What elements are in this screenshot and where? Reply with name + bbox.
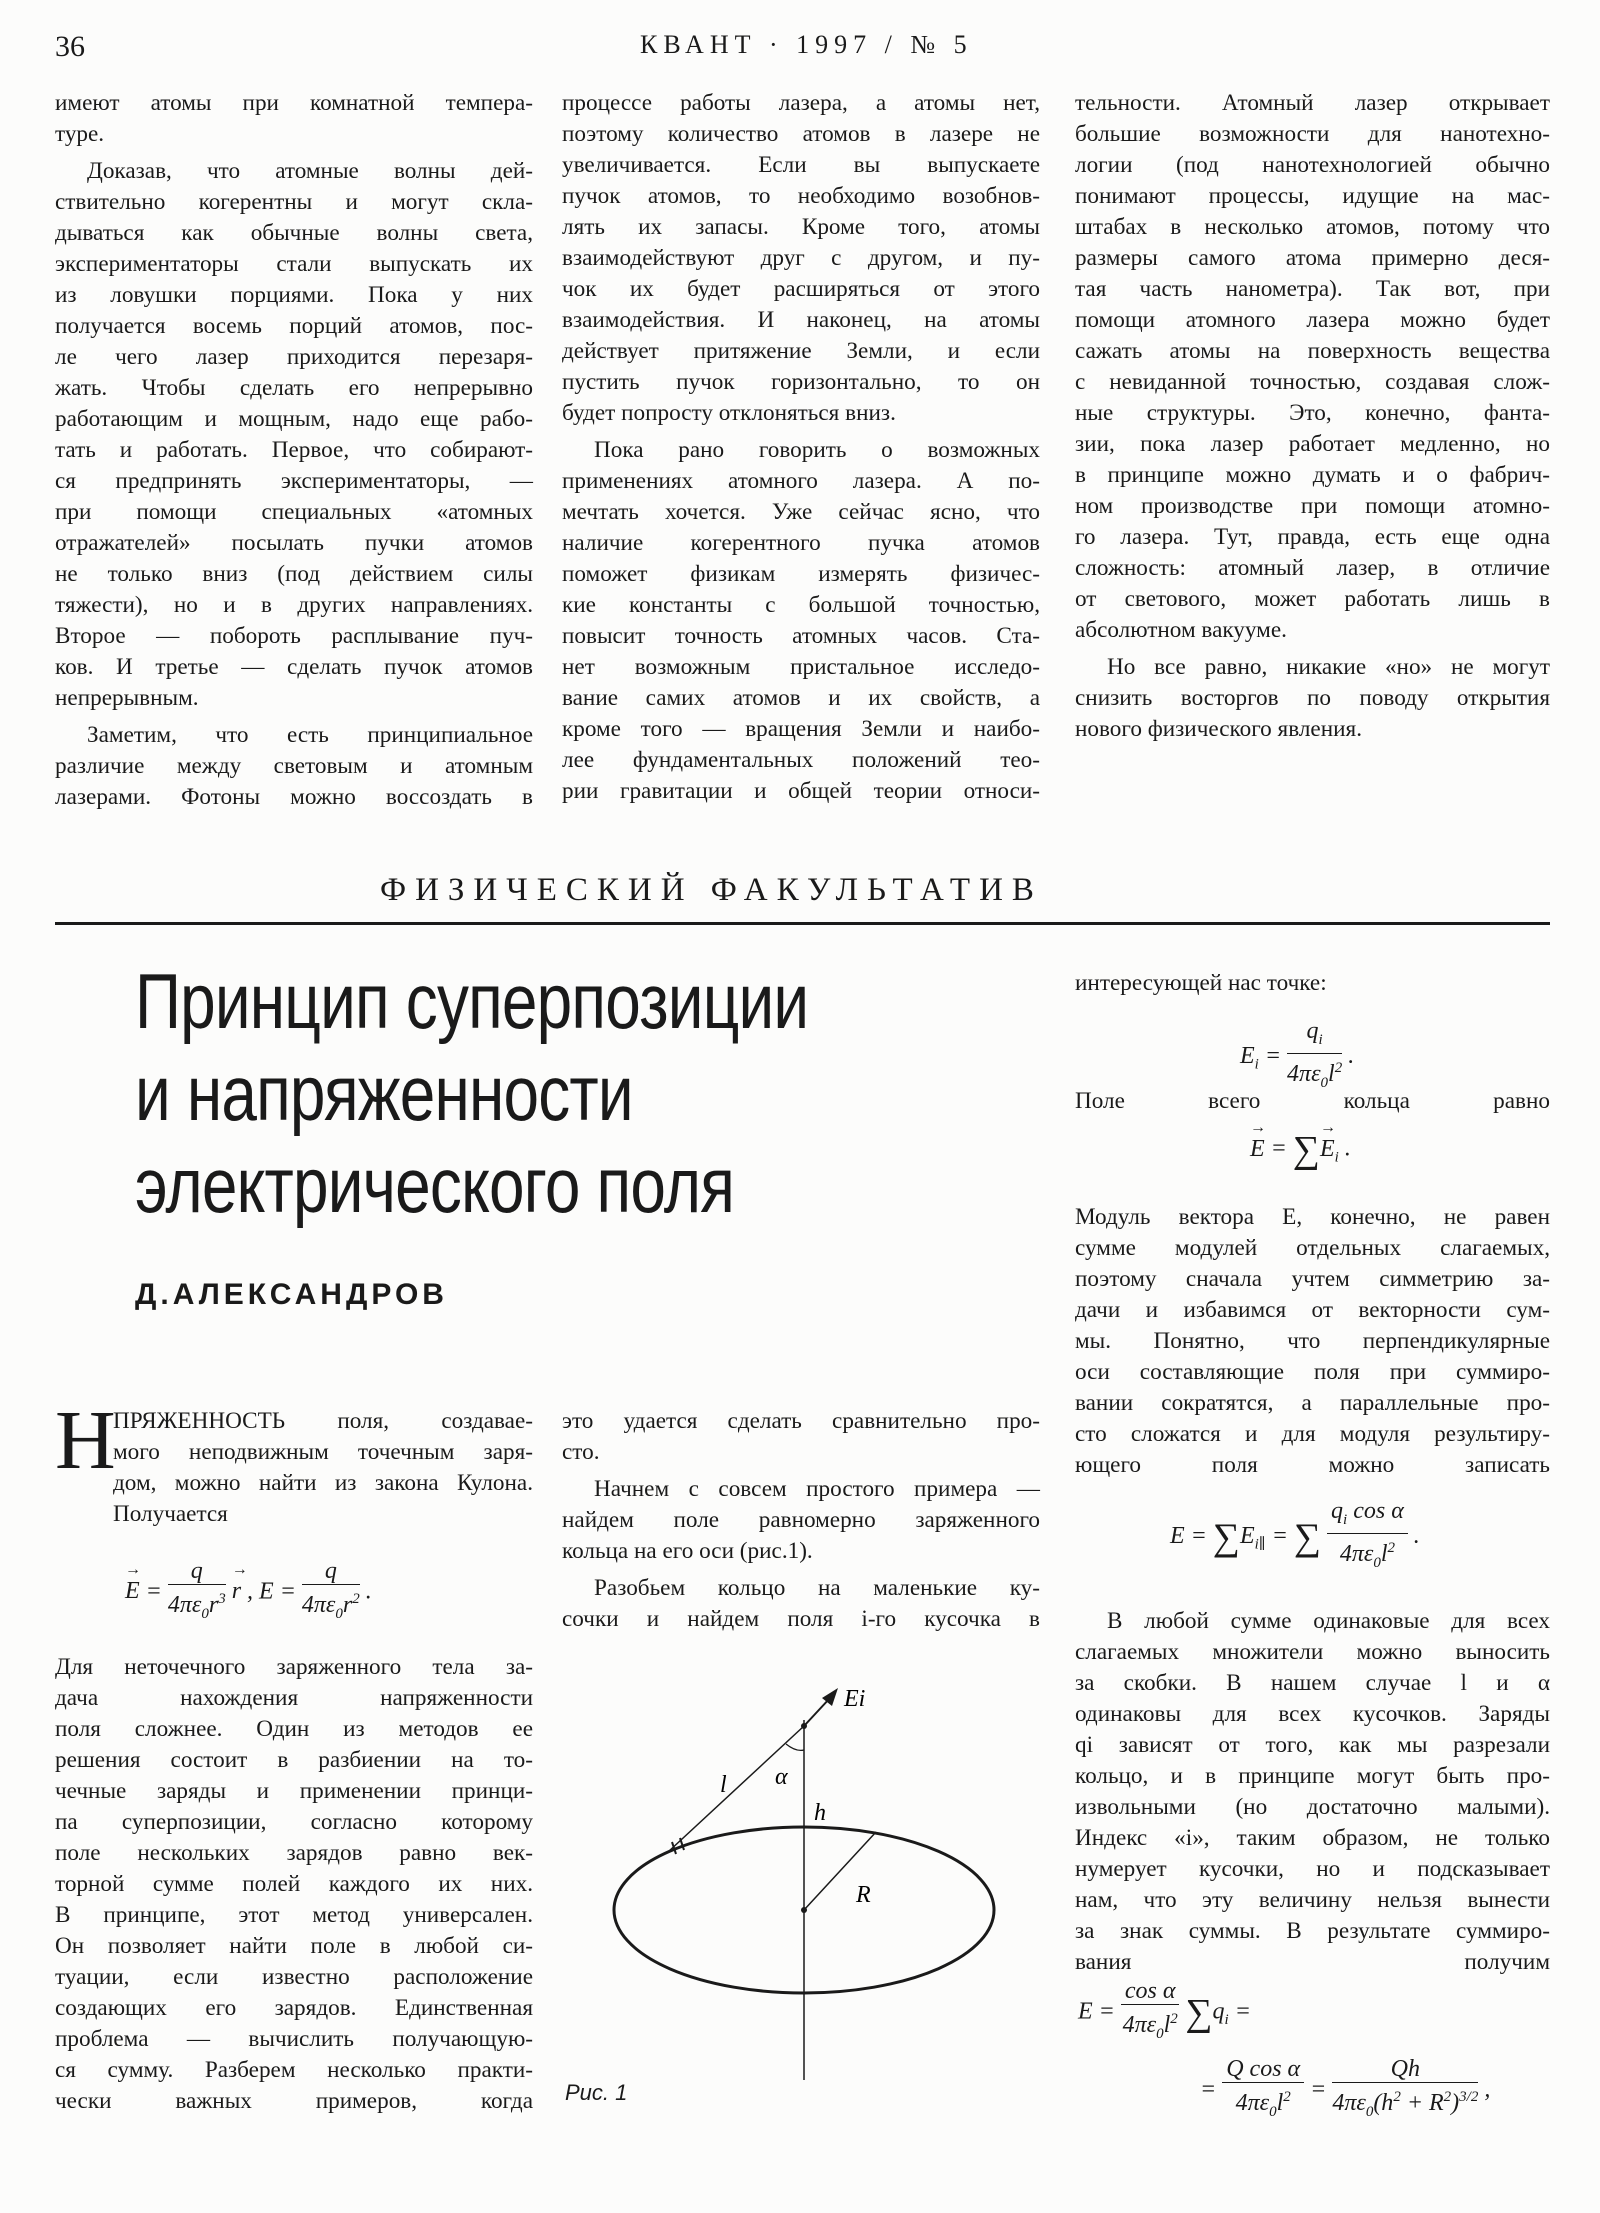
text-lines	[55, 1652, 533, 2117]
text-line: сажать атомы на поверхность вещества	[1075, 338, 1550, 364]
text-line: qi зависят от того, как мы разрезали	[1075, 1732, 1550, 1758]
text-line: вание самих атомов и их свойств, а	[562, 685, 1040, 711]
text-line: сто сложатся и для модуля результиру-	[1075, 1421, 1550, 1447]
text-line: повысит точность атомных часов. Ста-	[562, 623, 1040, 649]
text-line: кольцо, и в принципе могут быть про-	[1075, 1763, 1550, 1789]
text-line: чечные заряды и применении принци-	[55, 1778, 533, 1804]
formula-ei: $E_i$ = $\frac{q_i}{4\pi\varepsilon_0l^2}$ .	[1240, 1018, 1355, 1091]
text-line: ном производстве при помощи атомно-	[1075, 493, 1550, 519]
text-line: помощи атомного лазера можно будет	[1075, 307, 1550, 333]
text-line: ствительно когерентны и могут скла-	[55, 189, 533, 215]
field-vector	[804, 1698, 830, 1726]
text-lines	[55, 88, 533, 813]
text-line: лазерами. Фотоны можно воссоздать в	[55, 784, 533, 810]
text-line: поле нескольких зарядов равно век-	[55, 1840, 533, 1866]
text-line: ные структуры. Это, конечно, фанта-	[1075, 400, 1550, 426]
section-title: ФИЗИЧЕСКИЙ ФАКУЛЬТАТИВ	[380, 872, 1043, 908]
text-line: логии (под нанотехнологией обычно	[1075, 152, 1550, 178]
text-line: получается восемь порций атомов, пос-	[55, 313, 533, 339]
section-rule	[55, 922, 1550, 925]
text-line: применениях атомного лазера. А по-	[562, 468, 1040, 494]
title-line-2: и напряженности	[135, 1049, 633, 1137]
text-lines	[1075, 1202, 1550, 1481]
text-line: дываться как обычные волны света,	[55, 220, 533, 246]
text-line: сочки и найдем поля i-го кусочка в	[562, 1606, 1040, 1632]
top-column-3	[1075, 88, 1550, 745]
text-line: за скобки. В нашем случае l и α	[1075, 1670, 1550, 1696]
text-line: наличие когерентного пучка атомов	[562, 530, 1040, 556]
article-column-1-intro	[55, 1394, 533, 1530]
text-line: Заметим, что есть принципиальное	[87, 722, 533, 748]
formula-result-1: E = $\frac{\text{cos α}}{4\pi\varepsilon_0l^2}$ $\sum q_i$ =	[1078, 1978, 1251, 2042]
text-line: нового физического явления.	[1075, 716, 1362, 742]
text-line: тяжести), но и в других направлениях.	[55, 592, 533, 618]
text-line: размеры самого атома примерно деся-	[1075, 245, 1550, 271]
text-line: лять их запасы. Кроме того, атомы	[562, 214, 1040, 240]
text-line: одинаковы для всех кусочков. Заряды	[1075, 1701, 1550, 1727]
article-column-3-a	[1075, 968, 1550, 999]
text-line: экспериментаторы стали выпускать их	[55, 251, 533, 277]
text-line: Модуль вектора E, конечно, не равен	[1075, 1204, 1550, 1230]
text-line: поэтому сначала учтем симметрию за-	[1075, 1266, 1550, 1292]
text-line: Поле всего кольца равно	[1075, 1088, 1550, 1114]
top-column-1	[55, 88, 533, 813]
text-lines	[562, 1406, 1040, 1635]
text-line: В принципе, этот метод универсален.	[55, 1902, 533, 1928]
angle-arc	[786, 1744, 804, 1750]
text-line: из ловушки порциями. Пока у них	[55, 282, 533, 308]
journal-header: КВАНТ · 1997 / № 5	[640, 30, 973, 59]
text-line: будет попросту отклоняться вниз.	[562, 400, 896, 426]
text-line: имеют атомы при комнатной темпера-	[55, 90, 533, 116]
text-line: создающих его зарядов. Единственная	[55, 1995, 533, 2021]
text-line: мечтать хочется. Уже сейчас ясно, что	[562, 499, 1040, 525]
text-lines	[1075, 1606, 1550, 1978]
text-line: не только вниз (под действием силы	[55, 561, 533, 587]
article-column-3-b	[1075, 1086, 1550, 1117]
text-lines	[1075, 1086, 1550, 1117]
figure-caption: Рис. 1	[565, 2080, 628, 2105]
text-line: Доказав, что атомные волны дей-	[87, 158, 533, 184]
text-line: торной сумме полей каждого их них.	[55, 1871, 533, 1897]
article-column-3-d	[1075, 1606, 1550, 1978]
title-line-3: электрического поля	[135, 1141, 735, 1229]
field-point	[801, 1723, 807, 1729]
text-line: зии, пока лазер работает медленно, но	[1075, 431, 1550, 457]
article-title	[135, 955, 873, 1231]
text-line: поля сложнее. Один из методов ее	[55, 1716, 533, 1742]
text-line: проблема — вычислить получающую-	[55, 2026, 533, 2052]
text-line: Начнем с совсем простого примера —	[594, 1476, 1040, 1502]
text-line: лее фундаментальных положений тео-	[562, 747, 1040, 773]
text-line: работающим и мощным, надо еще рабо-	[55, 406, 533, 432]
text-lines	[1075, 968, 1550, 999]
figure-ring	[560, 1640, 1040, 2080]
text-line: нет возможным пристальное исследо-	[562, 654, 1040, 680]
formula-sum-parallel: $E = \sum E_{i\parallel}$ = ∑ $\frac{q_i \cos \alpha}{4\pi\varepsilon_0l^2}$ .	[1170, 1498, 1420, 1571]
text-line: дача нахождения напряженности	[55, 1685, 533, 1711]
text-line: тать и работать. Первое, что собирают-	[55, 437, 533, 463]
text-line: тельности. Атомный лазер открывает	[1075, 90, 1550, 116]
drop-cap: Н	[55, 1394, 116, 1487]
formula-sum-vector: → E = ∑→ $E_i$ .	[1250, 1128, 1351, 1172]
text-line: действует притяжение Земли, и если	[562, 338, 1040, 364]
text-line: ков. И третье — сделать пучок атомов	[55, 654, 533, 680]
text-line: ся сумму. Разберем несколько практи-	[55, 2057, 533, 2083]
text-line: Второе — побороть расплывание пуч-	[55, 623, 533, 649]
title-line-1: Принцип суперпозиции	[135, 957, 809, 1045]
text-line: отражателей» посылать пучки атомов	[55, 530, 533, 556]
text-line: поможет физикам измерять физичес-	[562, 561, 1040, 587]
formula-result-2: = $\frac{\text{Q cos α}}{4\pi\varepsilon_0l^2}$ = $\frac{Qh}{4\pi\varepsilon_0(h^2 + R^2)^{3/2}}$ ,	[1200, 2056, 1491, 2120]
text-line: туре.	[55, 121, 105, 147]
label-r: R	[856, 1882, 871, 1908]
text-line: процессе работы лазера, а атомы нет,	[562, 90, 1040, 116]
text-line: ле чего лазер приходится перезаря-	[55, 344, 533, 370]
top-column-2	[562, 88, 1040, 807]
text-lines	[55, 1394, 533, 1530]
text-line: увеличивается. Если вы выпускаете	[562, 152, 1040, 178]
text-line: поэтому количество атомов в лазере не	[562, 121, 1040, 147]
text-line: большие возможности для нанотехно-	[1075, 121, 1550, 147]
formula-coulomb: → E = $\frac{q}{4\pi\varepsilon_0r^3}$ → r , E = $\frac{q}{4\pi\varepsilon_0r^2}$ .	[125, 1558, 372, 1628]
text-line: пучок атомов, то необходимо возобнов-	[562, 183, 1040, 209]
text-line: снизить восторгов по поводу открытия	[1075, 685, 1550, 711]
text-line: Пока рано говорить о возможных	[594, 437, 1040, 463]
text-line: жать. Чтобы сделать его непрерывно	[55, 375, 533, 401]
text-line: рии гравитации и общей теории относи-	[562, 778, 1040, 804]
text-line: сложность: атомный лазер, в отличие	[1075, 555, 1550, 581]
text-line: ся предпринять экспериментаторы, —	[55, 468, 533, 494]
text-line: взаимодействия. И наконец, на атомы	[562, 307, 1040, 333]
text-line: с невиданной точностью, создавая слож-	[1075, 369, 1550, 395]
article-column-1-body	[55, 1652, 533, 2117]
text-line: штабах в несколько атомов, потому что	[1075, 214, 1550, 240]
text-line: чески важных примеров, когда	[55, 2088, 533, 2114]
text-line: Разобьем кольцо на маленькие ку-	[594, 1575, 1040, 1601]
text-line: го лазера. Тут, правда, есть еще одна	[1075, 524, 1550, 550]
text-line: при помощи специальных «атомных	[55, 499, 533, 525]
text-line: взаимодействуют друг с другом, и пу-	[562, 245, 1040, 271]
text-line: различие между световым и атомным	[55, 753, 533, 779]
text-line: мы. Понятно, что перпендикулярные	[1075, 1328, 1550, 1354]
text-line: вании сократятся, а параллельные про-	[1075, 1390, 1550, 1416]
text-line: Он позволяет найти поле в любой си-	[55, 1933, 533, 1959]
text-line: извольными (но достаточно малыми).	[1075, 1794, 1550, 1820]
page-number: 36	[55, 30, 85, 63]
label-alpha: α	[775, 1764, 788, 1790]
label-field: Ei	[844, 1686, 866, 1712]
article-column-2	[562, 1406, 1040, 1635]
text-line: сто.	[562, 1439, 600, 1465]
text-line: кроме того — вращения Земли и наибо-	[562, 716, 1040, 742]
text-line: решения состоит в разбиении на то-	[55, 1747, 533, 1773]
text-line: вания получим	[1075, 1949, 1550, 1975]
text-line: ПРЯЖЕННОСТЬ поля, создавае-	[113, 1408, 533, 1434]
text-line: чок их будет расширяться от этого	[562, 276, 1040, 302]
text-line: нам, что эту величину нельзя вынести	[1075, 1887, 1550, 1913]
text-line: от светового, может работать лишь в	[1075, 586, 1550, 612]
text-line: пустить пучок горизонтально, то он	[562, 369, 1040, 395]
text-line: мого неподвижным точечным заря-	[113, 1439, 533, 1465]
text-line: непрерывным.	[55, 685, 199, 711]
text-line: кольца на его оси (рис.1).	[562, 1538, 813, 1564]
text-line: В любой сумме одинаковые для всех	[1107, 1608, 1550, 1634]
text-line: Индекс «i», таким образом, не только	[1075, 1825, 1550, 1851]
text-line: сумме модулей отдельных слагаемых,	[1075, 1235, 1550, 1261]
label-h: h	[814, 1800, 826, 1826]
article-column-3-c	[1075, 1202, 1550, 1481]
text-line: в принципе можно думать и о фабрич-	[1075, 462, 1550, 488]
text-line: дачи и избавимся от векторности сум-	[1075, 1297, 1550, 1323]
ring-center	[801, 1907, 807, 1913]
text-line: тая часть нанометра). Так вот, при	[1075, 276, 1550, 302]
text-line: ющего поля можно записать	[1075, 1452, 1550, 1478]
text-line: оси составляющие поля при суммиро-	[1075, 1359, 1550, 1385]
text-line: интересующей нас точке:	[1075, 970, 1327, 996]
text-line: Получается	[113, 1501, 228, 1527]
text-lines	[562, 88, 1040, 807]
text-line: понимают процессы, идущие на мас-	[1075, 183, 1550, 209]
text-line: Но все равно, никакие «но» не могут	[1107, 654, 1550, 680]
text-line: дом, можно найти из закона Кулона.	[113, 1470, 533, 1496]
text-line: найдем поле равномерно заряженного	[562, 1507, 1040, 1533]
text-line: слагаемых множители можно выносить	[1075, 1639, 1550, 1665]
text-line: кие константы с большой точностью,	[562, 592, 1040, 618]
text-line: это удается сделать сравнительно про-	[562, 1408, 1040, 1434]
label-l: l	[720, 1772, 727, 1798]
text-line: абсолютном вакууме.	[1075, 617, 1287, 643]
text-lines	[1075, 88, 1550, 745]
author-name: Д.АЛЕКСАНДРОВ	[135, 1278, 448, 1311]
text-line: па суперпозиции, согласно которому	[55, 1809, 533, 1835]
text-line: нумерует кусочки, но и подсказывает	[1075, 1856, 1550, 1882]
text-line: туации, если известно расположение	[55, 1964, 533, 1990]
text-line: Для неточечного заряженного тела за-	[55, 1654, 533, 1680]
text-line: за знак суммы. В результате суммиро-	[1075, 1918, 1550, 1944]
